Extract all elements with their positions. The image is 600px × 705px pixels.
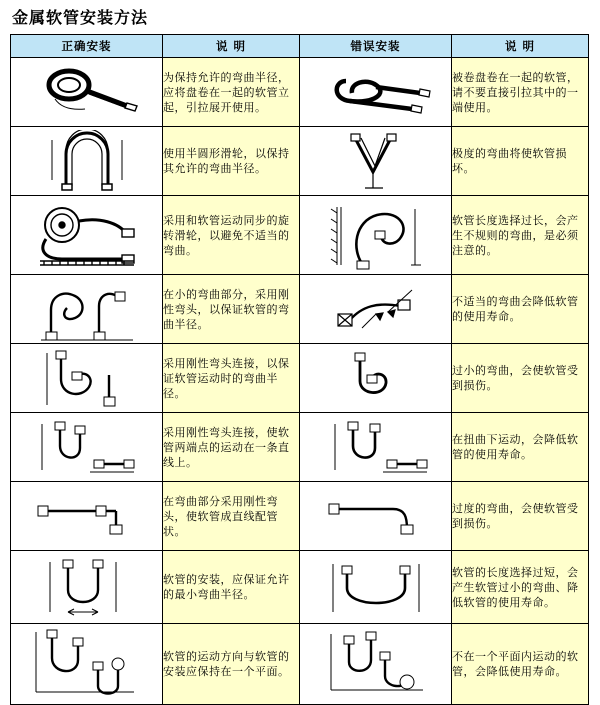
figure-wrong-2	[300, 127, 452, 196]
figure-correct-8	[11, 551, 163, 624]
hose-twisted-during-motion-icon	[300, 416, 451, 478]
hose-too-long-irregular-loop-icon	[300, 199, 451, 271]
table-row	[11, 344, 589, 413]
text-correct-1: 为保持允许的弯曲半径，应将盘卷在一起的软管立起，引拉展开使用。	[163, 58, 300, 127]
text-wrong-8: 软管的长度选择过短，会产生软管过小的弯曲、降低软管的使用寿命。	[452, 551, 589, 624]
text-wrong-9: 不在一个平面内运动的软管，会降低使用寿命。	[452, 624, 589, 705]
figure-correct-9	[11, 624, 163, 705]
hose-over-semicircular-sheave-icon	[11, 130, 162, 192]
coiled-hose-pulled-from-middle-icon	[300, 63, 451, 121]
text-wrong-5: 过小的弯曲，会使软管受到损伤。	[452, 344, 589, 413]
too-small-bend-radius-loop-icon	[300, 345, 451, 411]
header-wrong-installation: 错误安装	[300, 35, 452, 58]
page-title: 金属软管安装方法	[12, 8, 149, 27]
hose-with-synchronized-rotating-pulley-and-chain-icon	[11, 199, 162, 271]
figure-correct-1	[11, 58, 163, 127]
figure-wrong-6	[300, 413, 452, 482]
rigid-elbow-straight-piping-icon	[11, 491, 162, 541]
figure-correct-2	[11, 127, 163, 196]
hose-motion-direction-in-same-plane-icon	[11, 626, 162, 702]
text-correct-5: 采用刚性弯头连接，以保证软管运动时的弯曲半径。	[163, 344, 300, 413]
figure-wrong-5	[300, 344, 452, 413]
table-row	[11, 413, 589, 482]
hose-installation-table	[10, 34, 589, 705]
hose-sharp-v-bend-icon	[300, 130, 451, 192]
text-wrong-3: 软管长度选择过长，会产生不规则的弯曲，是必须注意的。	[452, 196, 589, 275]
table-row	[11, 624, 589, 705]
hose-too-long-excess-slack-icon	[300, 554, 451, 620]
hose-motion-out-of-plane-icon	[300, 626, 451, 702]
table-header-row	[11, 35, 589, 58]
text-correct-8: 软管的安装，应保证允许的最小弯曲半径。	[163, 551, 300, 624]
figure-correct-5	[11, 344, 163, 413]
text-wrong-1: 被卷盘卷在一起的软管，请不要直接引拉其中的一端使用。	[452, 58, 589, 127]
figure-correct-6	[11, 413, 163, 482]
improper-bend-at-fitting-icon	[300, 276, 451, 342]
coiled-hose-standing-upright-icon	[11, 63, 162, 121]
rigid-elbows-both-ends-straight-line-icon	[11, 416, 162, 478]
table-row	[11, 127, 589, 196]
figure-wrong-8	[300, 551, 452, 624]
text-wrong-2: 极度的弯曲将使软管损坏。	[452, 127, 589, 196]
text-wrong-4: 不适当的弯曲会降低软管的使用寿命。	[452, 275, 589, 344]
header-description-correct: 说 明	[163, 35, 300, 58]
table-row	[11, 58, 589, 127]
rigid-elbow-connection-u-loop-icon	[11, 345, 162, 411]
figure-wrong-7	[300, 482, 452, 551]
text-wrong-6: 在扭曲下运动，会降低软管的使用寿命。	[452, 413, 589, 482]
text-correct-7: 在弯曲部分采用刚性弯头，使软管成直线配管状。	[163, 482, 300, 551]
text-wrong-7: 过度的弯曲，会使软管受到损伤。	[452, 482, 589, 551]
figure-wrong-1	[300, 58, 452, 127]
hose-installed-minimum-bend-radius-icon	[11, 554, 162, 620]
header-description-wrong: 说 明	[452, 35, 589, 58]
text-correct-9: 软管的运动方向与软管的安装应保持在一个平面。	[163, 624, 300, 705]
figure-correct-4	[11, 275, 163, 344]
header-correct-installation: 正确安装	[11, 35, 163, 58]
excessive-bend-at-corner-icon	[300, 491, 451, 541]
table-row	[11, 551, 589, 624]
rigid-elbow-at-small-bend-icon	[11, 276, 162, 342]
figure-wrong-3	[300, 196, 452, 275]
figure-wrong-9	[300, 624, 452, 705]
table-row	[11, 482, 589, 551]
table-row	[11, 196, 589, 275]
text-correct-6: 采用刚性弯头连接，使软管两端点的运动在一条直线上。	[163, 413, 300, 482]
text-correct-4: 在小的弯曲部分，采用刚性弯头，以保证软管的弯曲半径。	[163, 275, 300, 344]
table-row	[11, 275, 589, 344]
figure-correct-7	[11, 482, 163, 551]
text-correct-3: 采用和软管运动同步的旋转滑轮，以避免不适当的弯曲。	[163, 196, 300, 275]
figure-correct-3	[11, 196, 163, 275]
text-correct-2: 使用半圆形滑轮，以保持其允许的弯曲半径。	[163, 127, 300, 196]
figure-wrong-4	[300, 275, 452, 344]
